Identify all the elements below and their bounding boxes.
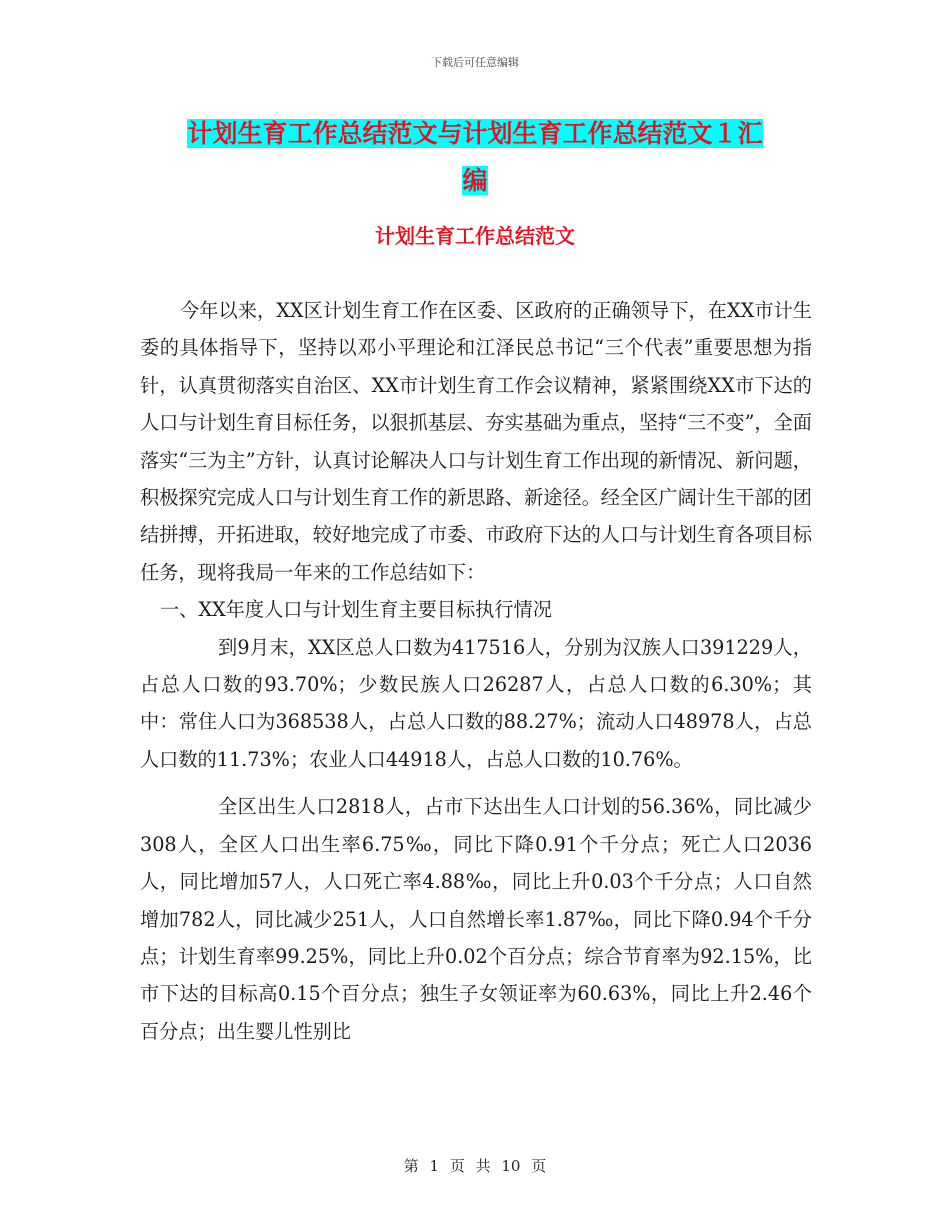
intro-paragraph: 今年以来，XX区计划生育工作在区委、区政府的正确领导下，在XX市计生委的具体指导下，坚持以邓小平理论和江泽民总书记“三个代表”重要思想为指针，认真贯彻落实自治区、XX市计划生育工作会议精神，紧紧围绕XX市下达的人口与计划生育目标任务，以狠抓基层、夯实基础为重点，坚持“三不变”，全面落实“三为主”方针，认真讨论解决人口与计划生育工作出现的新情况、新问题，积极探究完成人口与计划生育工作的新思路、新途径。经全区广阔计生干部的团结拼搏，开拓进取，较好地完成了市委、市政府下达的人口与计划生育各项目标任务，现将我局一年来的工作总结如下： [140, 299, 812, 584]
population-paragraph: 到9月末，XX区总人口数为417516人，分别为汉族人口391229人，占总人口数的93.70%；少数民族人口26287人，占总人口数的6.30%；其中：常住人口为368538人，占总人口数的88.27%；流动人口48978人，占总人口数的11.73%；农业人口44918人，占总人口数的10.76%。 [140, 635, 812, 771]
title-line-1: 计划生育工作总结范文与计划生育工作总结范文１汇 [187, 119, 763, 148]
page-header-note: 下载后可任意编辑 [431, 56, 519, 69]
title-line-2: 编 [462, 166, 488, 195]
section-title: 计划生育工作总结范文 [375, 224, 575, 248]
birth-rate-paragraph: 全区出生人口2818人，占市下达出生人口计划的56.36%，同比减少308人，全区人口出生率6.75‰，同比下降0.91个千分点；死亡人口2036人，同比增加57人，人口死亡率4.88‰，同比上升0.03个千分点；人口自然增加782人，同比减少251人，人口自然增长率1.87‰，同比下降0.94个千分点；计划生育率99.25%，同比上升0.02个百分点；综合节育率为92.15%，比市下达的目标高0.15个百分点；独生子女领证率为60.63%，同比上升2.46个百分点；出生婴儿性别比 [140, 795, 812, 1043]
section-heading: 一、XX年度人口与计划生育主要目标执行情况 [160, 598, 552, 622]
document-title [140, 110, 810, 204]
page-footer: 第 1 页 共 10 页 [403, 1157, 547, 1175]
document-body [140, 292, 812, 1050]
